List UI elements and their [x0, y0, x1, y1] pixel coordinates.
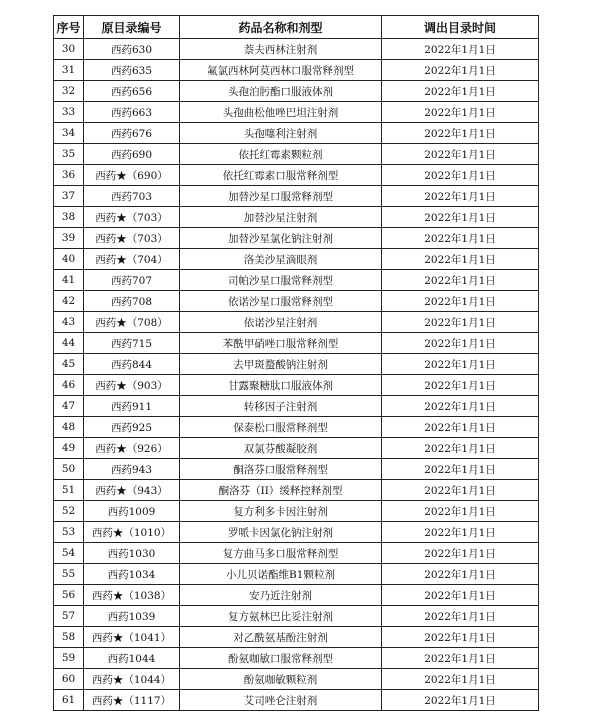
table-row	[54, 627, 539, 648]
cell-seq: 47	[54, 396, 84, 417]
cell-name: 酚氨咖敏颗粒剂	[180, 669, 382, 690]
cell-date: 2022年1月1日	[382, 396, 539, 417]
cell-name: 依托红霉素口服常释剂型	[180, 165, 382, 186]
table-row	[54, 354, 539, 375]
document-page	[53, 15, 538, 711]
table-body	[54, 39, 539, 711]
cell-code: 西药★（1010）	[84, 522, 180, 543]
table-row	[54, 648, 539, 669]
cell-date: 2022年1月1日	[382, 291, 539, 312]
table-row	[54, 207, 539, 228]
table-row	[54, 438, 539, 459]
cell-seq: 35	[54, 144, 84, 165]
cell-name: 酮洛芬（II）缓释控释剂型	[180, 480, 382, 501]
table-row	[54, 102, 539, 123]
cell-date: 2022年1月1日	[382, 123, 539, 144]
table-row	[54, 228, 539, 249]
cell-code: 西药663	[84, 102, 180, 123]
table-row	[54, 249, 539, 270]
cell-date: 2022年1月1日	[382, 144, 539, 165]
cell-name: 依诺沙星口服常释剂型	[180, 291, 382, 312]
cell-code: 西药★（903）	[84, 375, 180, 396]
cell-code: 西药★（1117）	[84, 690, 180, 711]
cell-date: 2022年1月1日	[382, 270, 539, 291]
cell-name: 保泰松口服常释剂型	[180, 417, 382, 438]
cell-seq: 52	[54, 501, 84, 522]
cell-seq: 55	[54, 564, 84, 585]
table-row	[54, 690, 539, 711]
cell-seq: 46	[54, 375, 84, 396]
cell-name: 萘夫西林注射剂	[180, 39, 382, 60]
cell-code: 西药★（1041）	[84, 627, 180, 648]
cell-name: 复方利多卡因注射剂	[180, 501, 382, 522]
cell-date: 2022年1月1日	[382, 354, 539, 375]
cell-date: 2022年1月1日	[382, 39, 539, 60]
cell-code: 西药925	[84, 417, 180, 438]
header-seq: 序号	[54, 16, 84, 39]
cell-date: 2022年1月1日	[382, 480, 539, 501]
table-row	[54, 375, 539, 396]
cell-date: 2022年1月1日	[382, 312, 539, 333]
table-row	[54, 396, 539, 417]
cell-name: 艾司唑仑注射剂	[180, 690, 382, 711]
cell-code: 西药943	[84, 459, 180, 480]
cell-name: 头孢曲松他唑巴坦注射剂	[180, 102, 382, 123]
cell-date: 2022年1月1日	[382, 522, 539, 543]
cell-seq: 42	[54, 291, 84, 312]
table-row	[54, 522, 539, 543]
cell-name: 加替沙星氯化钠注射剂	[180, 228, 382, 249]
cell-code: 西药844	[84, 354, 180, 375]
cell-name: 复方氨林巴比妥注射剂	[180, 606, 382, 627]
cell-seq: 41	[54, 270, 84, 291]
cell-date: 2022年1月1日	[382, 249, 539, 270]
cell-seq: 32	[54, 81, 84, 102]
table-row	[54, 459, 539, 480]
table-row	[54, 417, 539, 438]
cell-code: 西药630	[84, 39, 180, 60]
cell-code: 西药★（1038）	[84, 585, 180, 606]
cell-seq: 33	[54, 102, 84, 123]
cell-seq: 48	[54, 417, 84, 438]
cell-code: 西药708	[84, 291, 180, 312]
table-row	[54, 480, 539, 501]
cell-date: 2022年1月1日	[382, 543, 539, 564]
cell-name: 氟氯西林阿莫西林口服常释剂型	[180, 60, 382, 81]
cell-seq: 45	[54, 354, 84, 375]
cell-code: 西药★（690）	[84, 165, 180, 186]
table-row	[54, 144, 539, 165]
table-row	[54, 669, 539, 690]
table-row	[54, 39, 539, 60]
table-row	[54, 564, 539, 585]
drug-table	[53, 15, 539, 711]
cell-code: 西药1034	[84, 564, 180, 585]
table-row	[54, 606, 539, 627]
cell-seq: 34	[54, 123, 84, 144]
cell-name: 酚氨咖敏口服常释剂型	[180, 648, 382, 669]
cell-seq: 31	[54, 60, 84, 81]
table-row	[54, 291, 539, 312]
cell-code: 西药★（703）	[84, 228, 180, 249]
cell-date: 2022年1月1日	[382, 438, 539, 459]
header-name: 药品名称和剂型	[180, 16, 382, 39]
cell-name: 苯酰甲硝唑口服常释剂型	[180, 333, 382, 354]
cell-date: 2022年1月1日	[382, 102, 539, 123]
cell-code: 西药★（943）	[84, 480, 180, 501]
cell-name: 依诺沙星注射剂	[180, 312, 382, 333]
cell-seq: 43	[54, 312, 84, 333]
cell-seq: 59	[54, 648, 84, 669]
cell-name: 罗哌卡因氯化钠注射剂	[180, 522, 382, 543]
table-row	[54, 333, 539, 354]
cell-date: 2022年1月1日	[382, 207, 539, 228]
cell-name: 去甲斑蝥酸钠注射剂	[180, 354, 382, 375]
table-row	[54, 186, 539, 207]
cell-name: 小儿贝诺酯维B1颗粒剂	[180, 564, 382, 585]
header-code: 原目录编号	[84, 16, 180, 39]
cell-code: 西药676	[84, 123, 180, 144]
cell-seq: 38	[54, 207, 84, 228]
cell-code: 西药707	[84, 270, 180, 291]
cell-date: 2022年1月1日	[382, 690, 539, 711]
cell-name: 司帕沙星口服常释剂型	[180, 270, 382, 291]
table-row	[54, 60, 539, 81]
table-header	[54, 16, 539, 39]
table-row	[54, 585, 539, 606]
cell-seq: 37	[54, 186, 84, 207]
cell-code: 西药1039	[84, 606, 180, 627]
cell-name: 酮洛芬口服常释剂型	[180, 459, 382, 480]
cell-code: 西药635	[84, 60, 180, 81]
cell-code: 西药656	[84, 81, 180, 102]
cell-name: 双氯芬酸凝胶剂	[180, 438, 382, 459]
cell-name: 对乙酰氨基酚注射剂	[180, 627, 382, 648]
cell-code: 西药1009	[84, 501, 180, 522]
cell-code: 西药★（1044）	[84, 669, 180, 690]
cell-name: 转移因子注射剂	[180, 396, 382, 417]
cell-code: 西药911	[84, 396, 180, 417]
cell-name: 洛美沙星滴眼剂	[180, 249, 382, 270]
cell-seq: 51	[54, 480, 84, 501]
cell-seq: 30	[54, 39, 84, 60]
cell-seq: 56	[54, 585, 84, 606]
cell-seq: 49	[54, 438, 84, 459]
cell-seq: 53	[54, 522, 84, 543]
cell-name: 依托红霉素颗粒剂	[180, 144, 382, 165]
cell-seq: 39	[54, 228, 84, 249]
cell-name: 复方曲马多口服常释剂型	[180, 543, 382, 564]
cell-code: 西药1030	[84, 543, 180, 564]
cell-code: 西药★（703）	[84, 207, 180, 228]
cell-date: 2022年1月1日	[382, 459, 539, 480]
cell-date: 2022年1月1日	[382, 60, 539, 81]
cell-date: 2022年1月1日	[382, 606, 539, 627]
table-row	[54, 501, 539, 522]
cell-name: 头孢噻利注射剂	[180, 123, 382, 144]
table-row	[54, 165, 539, 186]
cell-seq: 57	[54, 606, 84, 627]
cell-code: 西药★（708）	[84, 312, 180, 333]
cell-seq: 60	[54, 669, 84, 690]
cell-seq: 61	[54, 690, 84, 711]
cell-date: 2022年1月1日	[382, 648, 539, 669]
cell-seq: 58	[54, 627, 84, 648]
cell-code: 西药703	[84, 186, 180, 207]
cell-date: 2022年1月1日	[382, 417, 539, 438]
cell-name: 加替沙星注射剂	[180, 207, 382, 228]
cell-date: 2022年1月1日	[382, 564, 539, 585]
cell-date: 2022年1月1日	[382, 669, 539, 690]
cell-name: 加替沙星口服常释剂型	[180, 186, 382, 207]
cell-name: 甘露聚糖肽口服液体剂	[180, 375, 382, 396]
cell-code: 西药★（704）	[84, 249, 180, 270]
cell-seq: 44	[54, 333, 84, 354]
cell-code: 西药★（926）	[84, 438, 180, 459]
cell-name: 头孢泊肟酯口服液体剂	[180, 81, 382, 102]
cell-seq: 54	[54, 543, 84, 564]
cell-seq: 36	[54, 165, 84, 186]
header-date: 调出目录时间	[382, 16, 539, 39]
cell-date: 2022年1月1日	[382, 165, 539, 186]
table-row	[54, 270, 539, 291]
cell-date: 2022年1月1日	[382, 375, 539, 396]
table-row	[54, 543, 539, 564]
cell-code: 西药715	[84, 333, 180, 354]
cell-code: 西药1044	[84, 648, 180, 669]
cell-date: 2022年1月1日	[382, 228, 539, 249]
cell-date: 2022年1月1日	[382, 627, 539, 648]
cell-name: 安乃近注射剂	[180, 585, 382, 606]
cell-date: 2022年1月1日	[382, 585, 539, 606]
cell-seq: 50	[54, 459, 84, 480]
cell-seq: 40	[54, 249, 84, 270]
cell-date: 2022年1月1日	[382, 501, 539, 522]
cell-date: 2022年1月1日	[382, 186, 539, 207]
cell-date: 2022年1月1日	[382, 81, 539, 102]
table-row	[54, 123, 539, 144]
table-row	[54, 81, 539, 102]
cell-date: 2022年1月1日	[382, 333, 539, 354]
header-row	[54, 16, 539, 39]
cell-code: 西药690	[84, 144, 180, 165]
table-row	[54, 312, 539, 333]
